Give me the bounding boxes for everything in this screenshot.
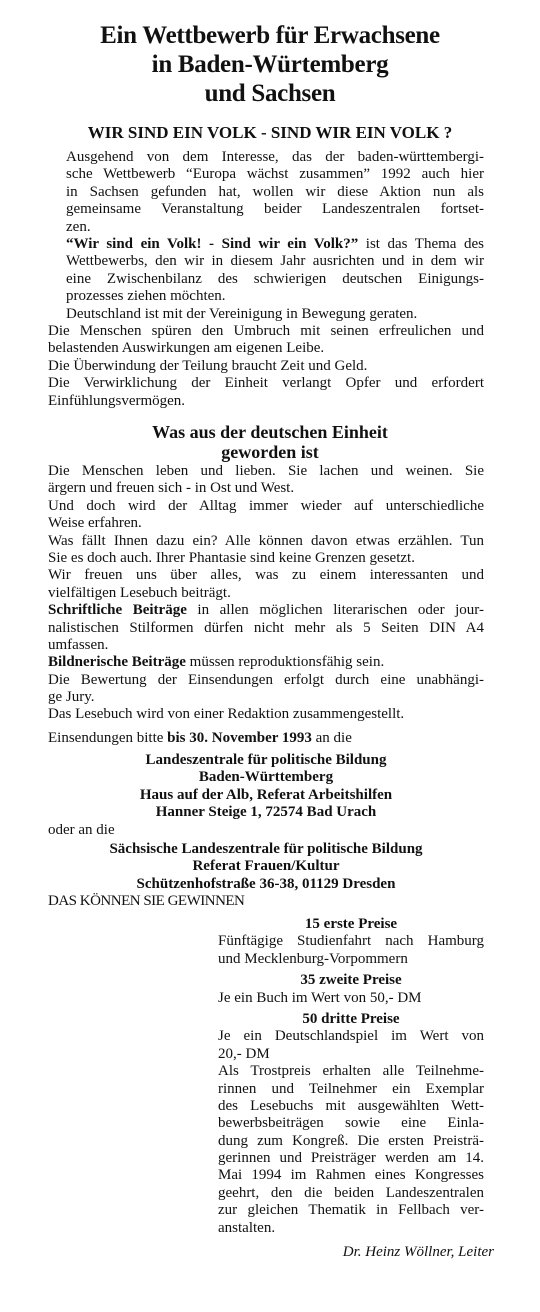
visual-rest: müssen reproduktionsfähig sein. (185, 654, 385, 671)
prizes-column (218, 916, 484, 1237)
section-heading-line-2: geworden ist (221, 442, 319, 462)
written-line (48, 602, 484, 619)
prize-line: Je ein Buch im Wert von 50,- DM (218, 989, 422, 1006)
or-text (48, 822, 484, 839)
body-line: vielfältigen Lesebuch beiträgt. (48, 584, 231, 601)
win-heading-text: DAS KÖNNEN SIE GEWINNEN (48, 893, 245, 909)
prize-line: Fünftägige Studienfahrt nach Hamburg (218, 933, 484, 950)
visual-line (48, 654, 484, 671)
theme-line (66, 236, 484, 253)
consolation-line: anstalten. (218, 1219, 276, 1236)
consolation-line: geehrt, den die beiden Landeszentralen (218, 1184, 484, 1201)
prize-line: Je ein Deutschlandspiel im Wert von (218, 1028, 484, 1045)
deadline-before: Einsendungen bitte (48, 729, 168, 746)
jury-line: Die Bewertung der Einsendungen erfolgt durch eine unabhängi- (48, 671, 484, 688)
prize-heading: 50 dritte Preise (302, 1010, 400, 1027)
address2-line: Referat Frauen/Kultur (192, 858, 340, 875)
written-line: umfassen. (48, 636, 109, 653)
prize-heading: 35 zweite Preise (300, 972, 402, 989)
motto-heading: WIR SIND EIN VOLK - SIND WIR EIN VOLK ? (87, 123, 453, 142)
consolation-line: rinnen und Teilnehmer ein Exemplar (218, 1080, 484, 1097)
theme-line: eine Zwischenbilanz des schwierigen deutschen Einigungs- (66, 270, 484, 287)
address-block-1 (48, 752, 484, 822)
body-line: ärgern und freuen sich - in Ost und West. (48, 480, 295, 497)
people-line: Die Verwirklichung der Einheit verlangt Opfer und erfordert (48, 375, 484, 392)
consolation-line: Mai 1994 im Rahmen eines Kongresses (218, 1167, 484, 1184)
intro-paragraph (66, 149, 484, 323)
theme-line: Wettbewerbs, den wir in diesem Jahr ausrichten und in dem wir (66, 253, 484, 270)
deadline-line (48, 730, 484, 747)
intro-line: gemeinsame Veranstaltung beider Landeszentralen fortset- (66, 201, 484, 218)
address1-line: Landeszentrale für politische Bildung (145, 752, 387, 768)
written-rest: in allen möglichen literarischen oder jour- (186, 602, 484, 619)
address1-line: Hanner Steige 1, 72574 Bad Urach (155, 804, 377, 821)
people-line: Die Menschen spüren den Umbruch mit seinen erfreulichen und (48, 323, 484, 339)
theme-line-rest: ist das Thema des (358, 235, 484, 252)
deadline-after: an die (311, 729, 352, 746)
title-line-3: und Sachsen (204, 80, 336, 107)
prize-heading: 15 erste Preise (304, 916, 398, 932)
deadline-date: bis 30. November 1993 (167, 729, 312, 746)
written-line: nalistischen Stilformen dürfen nicht mehr als 5 Seiten DIN A4 (48, 619, 484, 636)
body-line: Die Menschen leben und lieben. Sie lachen und weinen. Sie (48, 463, 484, 479)
main-body (48, 463, 484, 747)
address2-line: Sächsische Landeszentrale für politische Bildung (109, 841, 423, 857)
written-label: Schriftliche Beiträge (48, 602, 187, 619)
or-line: oder an die (48, 822, 115, 838)
title-line-2: in Baden-Würtemberg (151, 51, 389, 78)
body-line: Weise erfahren. (48, 515, 142, 532)
people-paragraph (48, 323, 484, 410)
address1-line: Haus auf der Alb, Referat Arbeitshilfen (139, 786, 393, 803)
consolation-line: dung zum Kongreß. Die ersten Preisträ- (218, 1132, 484, 1149)
address2-line: Schützenhofstraße 36-38, 01129 Dresden (136, 875, 396, 892)
theme-quote: “Wir sind ein Volk! - Sind wir ein Volk?” (66, 235, 359, 252)
title-line-1: Ein Wettbewerb für Erwachsene (100, 22, 440, 49)
body-line: Sie es doch auch. Ihrer Phantasie sind keine Grenzen gesetzt. (48, 549, 415, 566)
consolation-line: gerinnen und Preisträger werden am 14. (218, 1150, 484, 1167)
consolation-line: bewerbsbeiträgen sowie eine Einla- (218, 1115, 484, 1132)
theme-line: Deutschland ist mit der Vereinigung in Bewegung geraten. (66, 305, 418, 322)
intro-line: Ausgehend von dem Interesse, das der baden-württembergi- (66, 149, 484, 165)
intro-line: sche Wettbewerb “Europa wächst zusammen” 1992 auch hier (66, 166, 484, 183)
prize-line: 20,- DM (218, 1045, 270, 1062)
body-line: Und doch wird der Alltag immer wieder auf unterschiedliche (48, 497, 484, 514)
intro-line: zen. (66, 218, 91, 235)
consolation-line: des Lesebuchs mit ausgewählten Wett- (218, 1097, 484, 1114)
win-heading (48, 893, 484, 910)
theme-line: prozesses ziehen möchten. (66, 288, 226, 305)
signature: Dr. Heinz Wöllner, Leiter (342, 1244, 494, 1260)
prize-line: und Mecklenburg-Vorpommern (218, 950, 408, 967)
jury-line: ge Jury. (48, 689, 95, 706)
people-line: belastenden Auswirkungen am eigenen Leibe. (48, 340, 325, 357)
section-heading-line-1: Was aus der deutschen Einheit (152, 422, 388, 442)
address-block-2 (48, 841, 484, 893)
body-line: Was fällt Ihnen dazu ein? Alle können davon etwas erzählen. Tun (48, 532, 484, 549)
visual-label: Bildnerische Beiträge (48, 654, 186, 671)
jury-line: Das Lesebuch wird von einer Redaktion zusammengestellt. (48, 706, 405, 723)
consolation-line: zur gleichen Thematik in Fellbach ver- (218, 1202, 484, 1219)
address1-line: Baden-Württemberg (198, 769, 334, 786)
consolation-line: Als Trostpreis erhalten alle Teilnehme- (218, 1063, 484, 1080)
people-line: Einfühlungsvermögen. (48, 392, 186, 409)
intro-line: in Sachsen gefunden hat, wollen wir diese Aktion nun als (66, 183, 484, 200)
body-line: Wir freuen uns über alles, was zu einem interessanten und (48, 567, 484, 584)
people-line: Die Überwindung der Teilung braucht Zeit und Geld. (48, 357, 368, 374)
